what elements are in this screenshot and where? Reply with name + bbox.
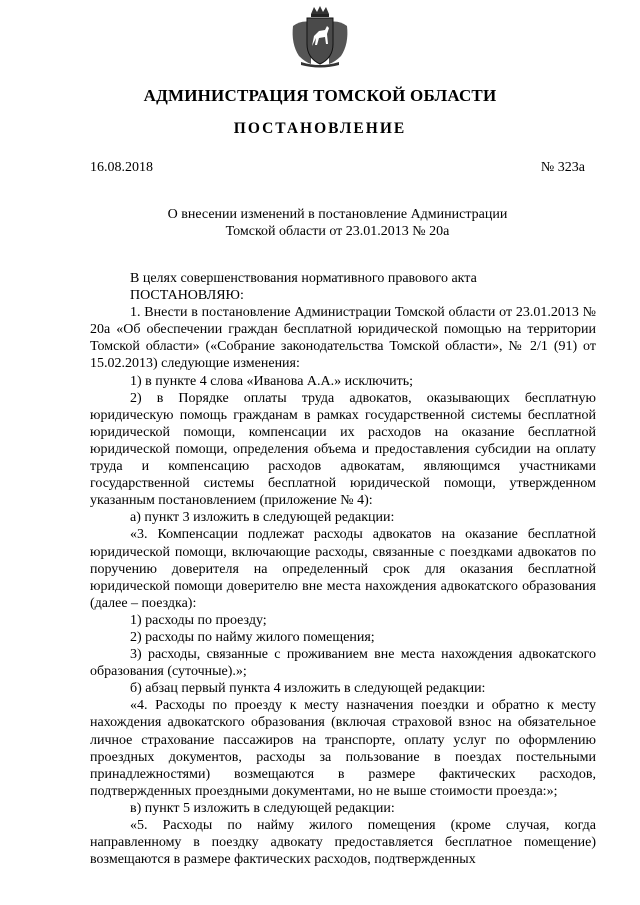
paragraph: 1) расходы по проезду; bbox=[130, 612, 267, 628]
document-subject bbox=[90, 206, 585, 240]
paragraph: 2) расходы по найму жилого помещения; bbox=[130, 629, 375, 645]
paragraph: б) абзац первый пункта 4 изложить в следующей редакции: bbox=[130, 681, 486, 697]
document-body bbox=[90, 270, 596, 868]
coat-of-arms-icon bbox=[289, 4, 351, 68]
subject-line: Томской области от 23.01.2013 № 20а bbox=[225, 224, 450, 239]
paragraph: «4. Расходы по проезду к месту назначения поездки и обратно к месту нахождения адвокатского образования (включая страховой взнос на обязательное личное страхование пассажиров на транспорте, оплату услуг по оформлению проездных документов, расходы за пользование в поездах постельными принадлежностями) возмещаются в размере фактических расходов, подтвержденных проездными документами, но не выше стоимости проезда:»; bbox=[90, 698, 596, 799]
paragraph: «5. Расходы по найму жилого помещения (кроме случая, когда направленному в поездку адвокату предоставляется бесплатное помещение) возмещаются в размере фактических расходов, подтвержденных bbox=[90, 818, 596, 868]
paragraph: 3) расходы, связанные с проживанием вне места нахождения адвокатского образования (суточные).»; bbox=[90, 647, 596, 680]
paragraph: 2) в Порядке оплаты труда адвокатов, оказывающих бесплатную юридическую помощь гражданам в рамках государственной системы бесплатной юридической помощи, компенсации их расходов на оказание бесплатной юридической помощи, определения объема и предоставления субсидии на оплату труда и компенсацию расходов адвокатам, являющимся участниками государственной системы бесплатной юридической помощи, утвержденном указанным постановлением (приложение № 4): bbox=[90, 390, 596, 509]
organization-title: АДМИНИСТРАЦИЯ ТОМСКОЙ ОБЛАСТИ bbox=[143, 86, 497, 105]
paragraph: в) пункт 5 изложить в следующей редакции: bbox=[130, 800, 395, 816]
paragraph: 1) в пункте 4 слова «Иванова А.А.» исключить; bbox=[130, 373, 413, 389]
paragraph: «3. Компенсации подлежат расходы адвокатов на оказание бесплатной юридической помощи, включающие расходы, связанные с поездками адвокатов по поручению доверителя на определенный срок для оказания бесплатной юридической помощи доверителю вне места нахождения адвокатского образования (далее – поездка): bbox=[90, 527, 596, 611]
paragraph: а) пункт 3 изложить в следующей редакции: bbox=[130, 510, 395, 526]
document-number: № 323а bbox=[540, 160, 585, 175]
document-date: 16.08.2018 bbox=[90, 160, 153, 175]
subject-line: О внесении изменений в постановление Администрации bbox=[167, 207, 508, 222]
paragraph: В целях совершенствования нормативного правового акта bbox=[130, 271, 477, 286]
document-type: ПОСТАНОВЛЕНИЕ bbox=[233, 120, 407, 137]
paragraph: 1. Внести в постановление Администрации Томской области от 23.01.2013 № 20а «Об обеспечении граждан бесплатной юридической помощью на территории Томской области» («Собрание законодательства Томской области», № 2/1 (91) от 15.02.2013) следующие изменения: bbox=[90, 305, 596, 372]
paragraph: ПОСТАНОВЛЯЮ: bbox=[130, 288, 244, 304]
